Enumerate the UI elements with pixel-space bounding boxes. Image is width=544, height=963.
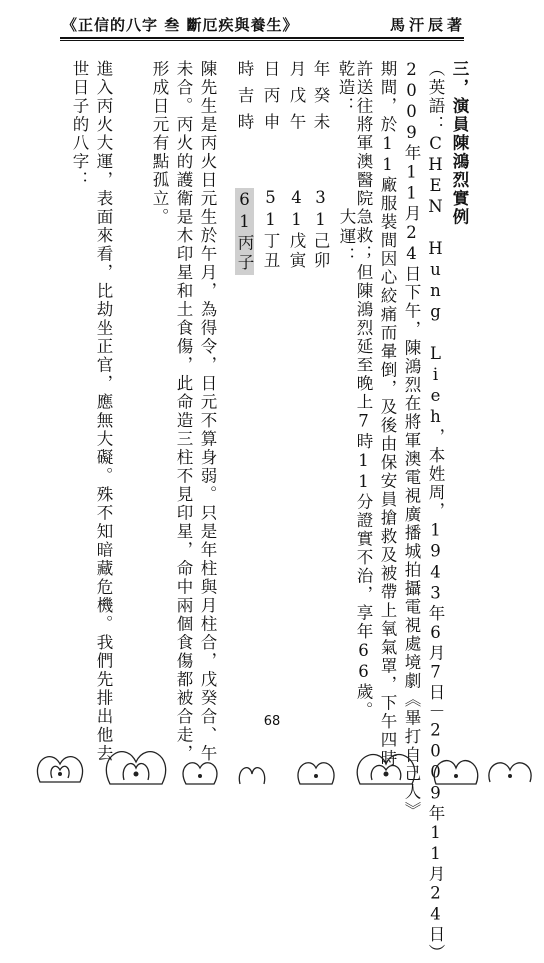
floral-ornament [0, 690, 544, 786]
luck-age: 61 [235, 190, 254, 234]
intro-line: （英語：CHEN Hung Lieh，本姓周，1943年6月7日－2009年11月24日） [426, 60, 445, 963]
pillar-value: 丙申 [261, 86, 280, 140]
luck-entry [232, 188, 256, 275]
analysis-line: 形成日元有點孤立。 [150, 60, 169, 227]
pillar-year [308, 60, 332, 140]
pillar-label: 時 [235, 60, 254, 87]
luck-value: 戊寅 [287, 232, 306, 271]
book-author: 馬汗辰著 [390, 16, 467, 34]
luck-age: 31 [311, 188, 330, 232]
pillar-month [284, 60, 308, 140]
luck-value: 己卯 [311, 232, 330, 271]
pillar-label: 年 [311, 60, 330, 87]
pillar-value: 戊午 [287, 86, 306, 140]
section-heading: 三，演員陳鴻烈實例 [450, 60, 469, 227]
analysis-line: 未合。丙火的護衛是木印星和土食傷，此命造三柱不見印星，命中兩個食傷都被合走， [174, 60, 193, 763]
luck-value: 丙子 [235, 234, 254, 273]
intro-line: 2009年11月24日下午，陳鴻烈在將軍澳電視廣播城拍攝電視處境劇《畢打自己人》 [402, 60, 421, 820]
luck-entry [258, 188, 282, 271]
header-rule [60, 40, 464, 41]
closing-line: 進入丙火大運，表面來看，比劫坐正官，應無大礙。殊不知暗藏危機。我們先排出他去 [94, 60, 113, 763]
intro-line: 期間，於11廠服裝間因心絞痛而暈倒，及後由保安員搶救及被帶上氧氣罩，下午四時 [378, 60, 397, 768]
header-rule [60, 37, 464, 39]
luck-highlight [235, 188, 254, 275]
pillar-label: 月 [287, 60, 306, 87]
pillar-value: 吉時 [235, 86, 254, 140]
pillar-day [258, 60, 282, 140]
page-number: 68 [263, 714, 281, 729]
luck-entry [308, 188, 332, 271]
luck-title: 大運： [337, 208, 356, 267]
luck-entry [284, 188, 308, 271]
chart-label: 乾造： [336, 60, 355, 116]
pillar-value: 癸未 [311, 86, 330, 140]
pillar-label: 日 [261, 60, 280, 87]
intro-line: 許送往將軍澳醫院急救；但陳鴻烈延至晚上7時11分證實不治，享年66歲。 [354, 60, 373, 720]
analysis-line: 陳先生是丙火日元生於午月，為得令，日元不算身弱。只是年柱與月柱合，戊癸合、午 [198, 60, 217, 763]
luck-age: 51 [261, 188, 280, 232]
book-title: 《正信的八字 叁 斷厄疾與養生》 [62, 16, 299, 34]
pillar-hour [232, 60, 256, 140]
luck-age: 41 [287, 188, 306, 232]
luck-value: 丁丑 [261, 232, 280, 271]
closing-line: 世日子的八字： [70, 60, 89, 190]
